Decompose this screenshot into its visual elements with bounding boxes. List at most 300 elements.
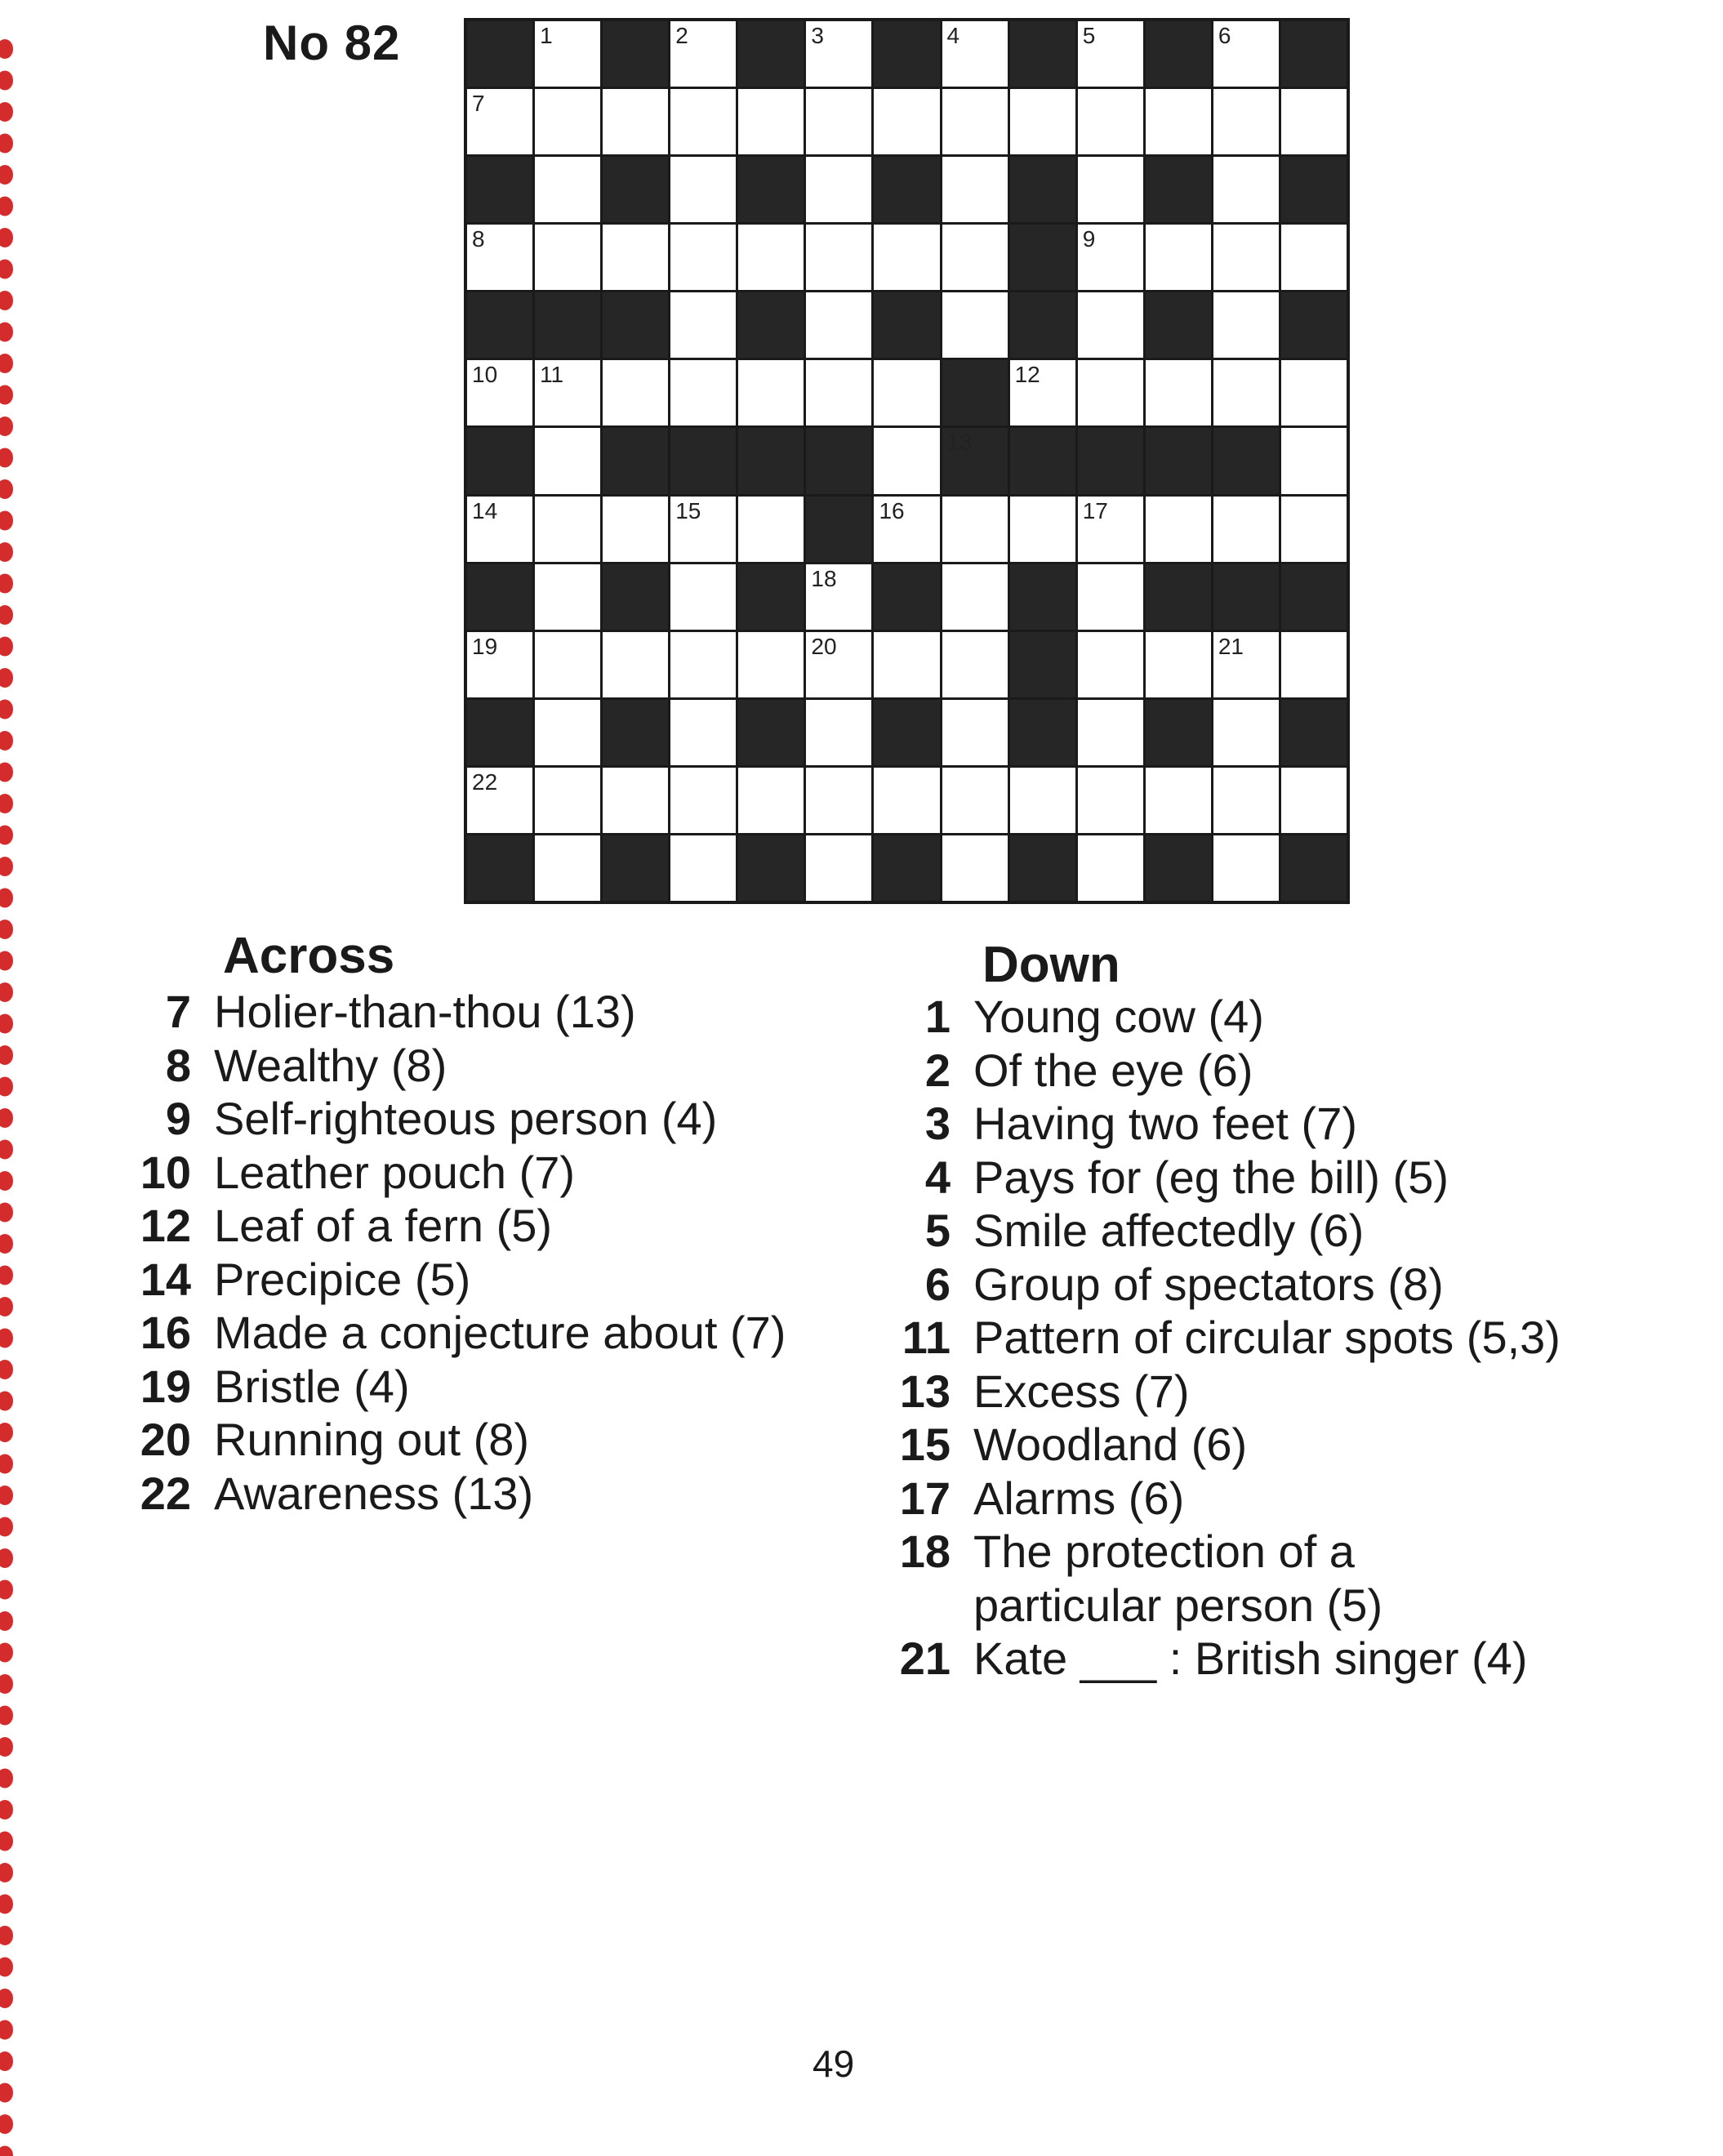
grid-cell[interactable] <box>1281 497 1347 562</box>
grid-cell[interactable] <box>535 700 600 765</box>
grid-cell[interactable] <box>806 564 871 630</box>
grid-cell[interactable] <box>535 632 600 697</box>
grid-cell[interactable] <box>1078 225 1143 290</box>
grid-cell[interactable] <box>942 89 1008 154</box>
grid-cell[interactable] <box>603 497 668 562</box>
clue-number: 11 <box>902 1312 951 1363</box>
grid-cell[interactable] <box>670 632 736 697</box>
down-clue <box>882 1365 1560 1419</box>
grid-cell[interactable] <box>670 835 736 901</box>
grid-block <box>738 157 804 222</box>
grid-cell[interactable] <box>942 700 1008 765</box>
clue-text: Wealthy (8) <box>214 1039 447 1091</box>
grid-block <box>467 21 532 87</box>
clue-number: 3 <box>924 1098 951 1149</box>
cell-number: 13 <box>946 430 973 456</box>
spiral-ring <box>0 1989 13 2008</box>
spiral-ring <box>0 291 13 310</box>
grid-cell[interactable] <box>535 225 600 290</box>
grid-cell[interactable] <box>738 768 804 833</box>
grid-cell[interactable] <box>1146 225 1211 290</box>
grid-cell[interactable] <box>1078 157 1143 222</box>
cell-number: 1 <box>540 23 553 48</box>
clue-text: Pays for (eg the bill) (5) <box>973 1151 1449 1203</box>
spiral-ring <box>0 2020 13 2040</box>
grid-cell[interactable] <box>1281 360 1347 425</box>
grid-cell[interactable] <box>1281 428 1347 493</box>
grid-cell[interactable] <box>1010 768 1075 833</box>
spiral-ring <box>0 1895 13 1914</box>
down-clue <box>882 1151 1560 1205</box>
clue-number: 22 <box>140 1467 191 1519</box>
spiral-ring <box>0 102 13 122</box>
spiral-ring <box>0 605 13 625</box>
cell-number: 19 <box>472 633 498 659</box>
clue-text: Alarms (6) <box>973 1472 1185 1524</box>
across-clue <box>122 1039 786 1093</box>
grid-cell[interactable] <box>1213 225 1279 290</box>
grid-cell[interactable] <box>1213 292 1279 358</box>
cell-number: 8 <box>472 226 485 252</box>
grid-cell[interactable] <box>738 225 804 290</box>
grid-block <box>1010 835 1075 901</box>
grid-block <box>1010 564 1075 630</box>
spiral-ring <box>0 1266 13 1285</box>
grid-cell[interactable] <box>1010 89 1075 154</box>
spiral-ring <box>0 1234 13 1254</box>
cell-number: 4 <box>946 23 960 48</box>
grid-cell[interactable] <box>1213 89 1279 154</box>
grid-block <box>874 564 939 630</box>
spiral-ring <box>0 354 13 373</box>
spiral-ring <box>0 731 13 751</box>
grid-block <box>1146 157 1211 222</box>
down-clue <box>882 1258 1560 1312</box>
grid-cell[interactable] <box>1078 632 1143 697</box>
cell-number: 21 <box>1218 633 1244 659</box>
grid-cell[interactable] <box>806 768 871 833</box>
clue-text: Leaf of a fern (5) <box>214 1200 553 1251</box>
grid-block <box>467 835 532 901</box>
down-clue <box>882 990 1560 1044</box>
grid-cell[interactable] <box>467 89 532 154</box>
grid-cell[interactable] <box>1146 360 1211 425</box>
across-heading: Across <box>223 928 395 984</box>
spiral-ring <box>0 197 13 216</box>
spiral-ring <box>0 323 13 342</box>
grid-cell[interactable] <box>942 564 1008 630</box>
clue-text: Group of spectators (8) <box>973 1258 1444 1310</box>
cell-number: 20 <box>811 633 837 659</box>
grid-block <box>1010 632 1075 697</box>
across-clue <box>122 1253 786 1307</box>
clue-number: 13 <box>899 1365 951 1417</box>
grid-cell[interactable] <box>670 768 736 833</box>
grid-cell[interactable] <box>670 292 736 358</box>
grid-block <box>806 497 871 562</box>
grid-block <box>1281 835 1347 901</box>
grid-block <box>738 21 804 87</box>
grid-block <box>806 428 871 493</box>
clue-text: Running out (8) <box>214 1414 530 1465</box>
grid-block <box>1010 700 1075 765</box>
grid-cell[interactable] <box>1281 632 1347 697</box>
spiral-ring <box>0 574 13 594</box>
spiral-ring <box>0 1140 13 1160</box>
grid-cell[interactable] <box>670 700 736 765</box>
grid-cell[interactable] <box>1146 768 1211 833</box>
spiral-ring <box>0 1486 13 1505</box>
grid-cell[interactable] <box>1078 89 1143 154</box>
puzzle-number: No 82 <box>263 16 401 70</box>
grid-cell[interactable] <box>806 360 871 425</box>
spiral-ring <box>0 479 13 499</box>
grid-cell[interactable] <box>1010 360 1075 425</box>
spiral-ring <box>0 260 13 279</box>
grid-block <box>603 21 668 87</box>
grid-cell[interactable] <box>467 768 532 833</box>
across-clue <box>122 985 786 1039</box>
grid-cell[interactable] <box>1146 89 1211 154</box>
spiral-ring <box>0 71 13 91</box>
grid-cell[interactable] <box>942 225 1008 290</box>
grid-cell[interactable] <box>603 768 668 833</box>
grid-cell[interactable] <box>467 360 532 425</box>
grid-cell[interactable] <box>603 89 668 154</box>
grid-cell[interactable] <box>874 89 939 154</box>
grid-cell[interactable] <box>1213 632 1279 697</box>
grid-cell[interactable] <box>1078 564 1143 630</box>
down-clues <box>882 990 1560 1686</box>
grid-cell[interactable] <box>738 632 804 697</box>
clue-text: Kate ___ : British singer (4) <box>973 1633 1528 1684</box>
cell-number: 9 <box>1082 226 1096 252</box>
cell-number: 14 <box>472 497 498 523</box>
spiral-ring <box>0 1958 13 1977</box>
grid-cell[interactable] <box>942 157 1008 222</box>
clue-number: 1 <box>924 991 951 1042</box>
grid-cell[interactable] <box>603 632 668 697</box>
grid-cell[interactable] <box>467 225 532 290</box>
spiral-ring <box>0 1517 13 1537</box>
grid-block <box>467 292 532 358</box>
across-clue <box>122 1360 786 1414</box>
spiral-ring <box>0 39 13 59</box>
spiral-ring <box>0 1454 13 1474</box>
grid-block <box>1281 700 1347 765</box>
clue-number: 8 <box>165 1039 191 1091</box>
across-clues <box>122 985 786 1520</box>
cell-number: 22 <box>472 768 498 795</box>
grid-block <box>874 157 939 222</box>
grid-block <box>1146 564 1211 630</box>
spiral-ring <box>0 1832 13 1851</box>
grid-block <box>603 428 668 493</box>
cell-number: 2 <box>675 23 688 48</box>
spiral-ring <box>0 1769 13 1788</box>
grid-cell[interactable] <box>1281 768 1347 833</box>
grid-cell[interactable] <box>806 835 871 901</box>
spiral-ring <box>0 1580 13 1600</box>
grid-block <box>603 835 668 901</box>
across-clue <box>122 1199 786 1253</box>
grid-cell[interactable] <box>806 292 871 358</box>
grid-cell[interactable] <box>1281 89 1347 154</box>
clue-text: Holier-than-thou (13) <box>214 986 636 1037</box>
spiral-ring <box>0 1611 13 1631</box>
grid-cell[interactable] <box>942 835 1008 901</box>
spiral-ring <box>0 857 13 876</box>
grid-cell[interactable] <box>1213 700 1279 765</box>
spiral-ring <box>0 2051 13 2071</box>
grid-cell[interactable] <box>603 225 668 290</box>
cell-number: 12 <box>1014 362 1040 388</box>
grid-cell[interactable] <box>603 360 668 425</box>
grid-block <box>1146 835 1211 901</box>
clue-number: 7 <box>165 986 191 1037</box>
grid-cell[interactable] <box>942 21 1008 87</box>
cell-number: 18 <box>811 565 837 591</box>
spiral-ring <box>0 1863 13 1882</box>
grid-block <box>603 157 668 222</box>
grid-cell[interactable] <box>806 21 871 87</box>
down-heading: Down <box>982 937 1120 993</box>
grid-cell[interactable] <box>670 157 736 222</box>
spiral-ring <box>0 2083 13 2103</box>
grid-cell[interactable] <box>670 360 736 425</box>
grid-block <box>874 292 939 358</box>
grid-cell[interactable] <box>535 497 600 562</box>
grid-cell[interactable] <box>1213 497 1279 562</box>
spiral-ring <box>0 542 13 562</box>
grid-block <box>1010 157 1075 222</box>
grid-block <box>1010 292 1075 358</box>
clue-text: Excess (7) <box>973 1365 1190 1417</box>
grid-block <box>1010 225 1075 290</box>
grid-cell[interactable] <box>1078 21 1143 87</box>
grid-cell[interactable] <box>874 768 939 833</box>
grid-block <box>1146 21 1211 87</box>
clue-text: Leather pouch (7) <box>214 1146 576 1198</box>
grid-cell[interactable] <box>1078 360 1143 425</box>
spiral-ring <box>0 1329 13 1348</box>
spiral-ring <box>0 1643 13 1663</box>
grid-cell[interactable] <box>1213 21 1279 87</box>
spiral-ring <box>0 1045 13 1065</box>
grid-cell[interactable] <box>467 632 532 697</box>
grid-cell[interactable] <box>1078 700 1143 765</box>
grid-cell[interactable] <box>942 292 1008 358</box>
grid-cell[interactable] <box>670 21 736 87</box>
clue-text: Pattern of circular spots (5,3) <box>973 1312 1560 1363</box>
cell-number: 11 <box>540 362 564 388</box>
crossword-grid <box>464 18 1350 904</box>
grid-cell[interactable] <box>874 497 939 562</box>
spiral-binding <box>0 0 24 2156</box>
grid-cell[interactable] <box>670 225 736 290</box>
grid-cell[interactable] <box>1078 497 1143 562</box>
clue-text: Made a conjecture about (7) <box>214 1307 786 1358</box>
grid-block <box>942 428 1008 493</box>
across-clue <box>122 1467 786 1521</box>
grid-cell[interactable] <box>535 157 600 222</box>
grid-cell[interactable] <box>535 835 600 901</box>
grid-cell[interactable] <box>1213 157 1279 222</box>
cell-number: 5 <box>1082 23 1096 48</box>
grid-cell[interactable] <box>535 21 600 87</box>
grid-cell[interactable] <box>1078 292 1143 358</box>
clue-number: 20 <box>140 1414 191 1465</box>
grid-cell[interactable] <box>1078 835 1143 901</box>
grid-cell[interactable] <box>806 225 871 290</box>
spiral-ring <box>0 1392 13 1411</box>
grid-block <box>670 428 736 493</box>
grid-block <box>1213 428 1279 493</box>
grid-cell[interactable] <box>535 768 600 833</box>
grid-block <box>738 564 804 630</box>
spiral-ring <box>0 637 13 657</box>
grid-block <box>467 428 532 493</box>
spiral-ring <box>0 1548 13 1568</box>
grid-cell[interactable] <box>806 700 871 765</box>
grid-cell[interactable] <box>535 360 600 425</box>
grid-block <box>874 21 939 87</box>
clue-number: 15 <box>899 1419 951 1470</box>
grid-block <box>738 428 804 493</box>
grid-block <box>1010 428 1075 493</box>
clue-number: 10 <box>140 1146 191 1198</box>
cell-number: 6 <box>1218 23 1231 48</box>
grid-block <box>1281 564 1347 630</box>
grid-cell[interactable] <box>1281 225 1347 290</box>
grid-cell[interactable] <box>942 768 1008 833</box>
down-clue <box>882 1204 1560 1258</box>
grid-block <box>874 700 939 765</box>
down-clue <box>882 1525 1560 1632</box>
spiral-ring <box>0 1926 13 1945</box>
spiral-ring <box>0 2114 13 2134</box>
cell-number: 7 <box>472 91 485 117</box>
clue-text: Awareness (13) <box>214 1467 534 1519</box>
grid-block <box>603 700 668 765</box>
clue-text: Having two feet (7) <box>973 1098 1357 1149</box>
grid-cell[interactable] <box>535 564 600 630</box>
clue-number: 14 <box>140 1253 191 1305</box>
spiral-ring <box>0 416 13 436</box>
spiral-ring <box>0 1297 13 1316</box>
clue-number: 17 <box>899 1472 951 1524</box>
cell-number: 3 <box>811 23 824 48</box>
grid-cell[interactable] <box>1078 768 1143 833</box>
cell-number: 17 <box>1082 497 1108 523</box>
grid-block <box>535 292 600 358</box>
across-clue <box>122 1306 786 1360</box>
spiral-ring <box>0 1800 13 1820</box>
clue-number: 16 <box>140 1307 191 1358</box>
spiral-ring <box>0 165 13 185</box>
grid-cell[interactable] <box>670 564 736 630</box>
grid-cell[interactable] <box>1146 497 1211 562</box>
cell-number: 10 <box>472 362 498 388</box>
clue-text: Young cow (4) <box>973 991 1264 1042</box>
grid-block <box>1146 700 1211 765</box>
grid-block <box>1281 21 1347 87</box>
down-clue <box>882 1097 1560 1151</box>
spiral-ring <box>0 1077 13 1097</box>
grid-cell[interactable] <box>1213 835 1279 901</box>
grid-block <box>467 564 532 630</box>
spiral-ring <box>0 763 13 782</box>
grid-cell[interactable] <box>1213 768 1279 833</box>
grid-cell[interactable] <box>806 157 871 222</box>
clue-text: Precipice (5) <box>214 1253 471 1305</box>
clue-number: 19 <box>140 1360 191 1412</box>
grid-cell[interactable] <box>670 89 736 154</box>
spiral-ring <box>0 951 13 971</box>
spiral-ring <box>0 1423 13 1442</box>
grid-cell[interactable] <box>535 428 600 493</box>
grid-block <box>1146 428 1211 493</box>
spiral-ring <box>0 511 13 531</box>
grid-block <box>874 835 939 901</box>
grid-cell[interactable] <box>874 225 939 290</box>
grid-cell[interactable] <box>806 632 871 697</box>
across-clue <box>122 1092 786 1146</box>
spiral-ring <box>0 1737 13 1757</box>
grid-block <box>603 564 668 630</box>
clue-number: 2 <box>924 1044 951 1096</box>
grid-cell[interactable] <box>1010 497 1075 562</box>
grid-cell[interactable] <box>738 497 804 562</box>
clue-text: The protection of a particular person (5) <box>973 1526 1383 1631</box>
grid-cell[interactable] <box>942 632 1008 697</box>
grid-cell[interactable] <box>535 89 600 154</box>
spiral-ring <box>0 228 13 247</box>
grid-block <box>467 700 532 765</box>
clue-number: 21 <box>899 1633 951 1684</box>
clue-text: Self-righteous person (4) <box>214 1093 718 1144</box>
spiral-ring <box>0 700 13 719</box>
grid-block <box>1281 157 1347 222</box>
spiral-ring <box>0 385 13 405</box>
grid-cell[interactable] <box>738 89 804 154</box>
grid-cell[interactable] <box>874 360 939 425</box>
spiral-ring <box>0 668 13 688</box>
clue-number: 9 <box>165 1093 191 1144</box>
grid-block <box>603 292 668 358</box>
spiral-ring <box>0 826 13 845</box>
clue-text: Smile affectedly (6) <box>973 1205 1365 1256</box>
grid-cell[interactable] <box>738 360 804 425</box>
cell-number: 16 <box>879 497 905 523</box>
down-clue <box>882 1632 1560 1686</box>
clue-number: 4 <box>924 1151 951 1203</box>
spiral-ring <box>0 1203 13 1223</box>
cell-number: 15 <box>675 497 701 523</box>
grid-block <box>738 700 804 765</box>
grid-block <box>1281 292 1347 358</box>
grid-cell[interactable] <box>874 428 939 493</box>
grid-cell[interactable] <box>467 497 532 562</box>
grid-cell[interactable] <box>874 632 939 697</box>
grid-cell[interactable] <box>806 89 871 154</box>
grid-cell[interactable] <box>1213 360 1279 425</box>
grid-cell[interactable] <box>942 497 1008 562</box>
grid-cell[interactable] <box>1146 632 1211 697</box>
down-clue <box>882 1044 1560 1098</box>
spiral-ring <box>0 794 13 813</box>
grid-cell[interactable] <box>670 497 736 562</box>
